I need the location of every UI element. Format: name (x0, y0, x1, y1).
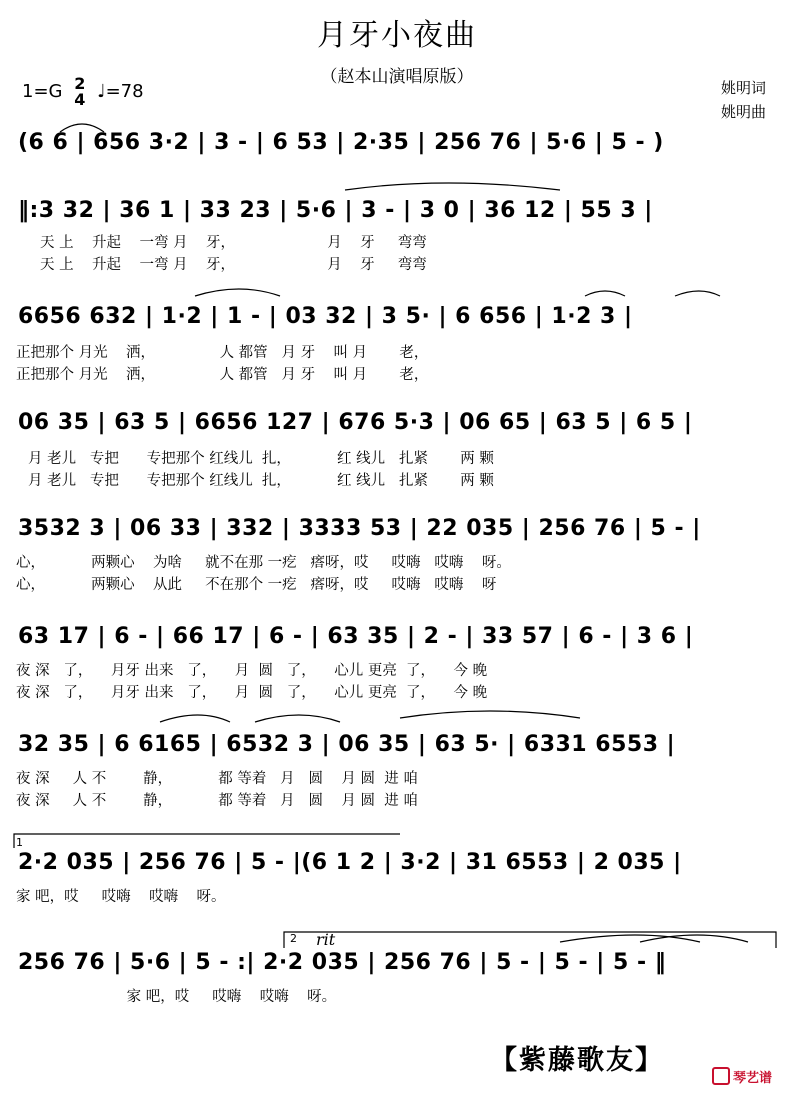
time-signature-bottom: 4 (74, 90, 86, 109)
time-signature-top: 2 (74, 74, 86, 93)
notation-line-8: 2·2 035 | 256 76 | 5 - |(6 1 2 | 3·2 | 31 6553 | 2 035 | (18, 850, 682, 875)
lyrics-line-5a: 心， 两颗心 为啥 就不在那 一疙 瘩呀，哎 哎嗨 哎嗨 呀。 (16, 555, 511, 571)
lyricist: 姚明词 (720, 79, 766, 97)
lyrics-line-6a: 夜 深 了， 月牙 出来 了， 月 圆 了， 心儿 更亮 了， 今 晚 (16, 663, 488, 679)
logo-icon (712, 1067, 730, 1085)
notation-line-1: (6 6 | 656 3·2 | 3 - | 6 53 | 2·35 | 256 76 | 5·6 | 5 - ) (18, 130, 664, 155)
slur-arc (345, 183, 560, 190)
ending-1-label: 1 (16, 836, 23, 849)
rit-marking: rit (316, 930, 336, 949)
lyrics-line-5b: 心， 两颗心 从此 不在那个 一疙 瘩呀，哎 哎嗨 哎嗨 呀 (16, 577, 497, 593)
ending-bracket-1 (14, 834, 400, 848)
site-logo (712, 1067, 772, 1086)
lyrics-line-8a: 家 吧，哎 哎嗨 哎嗨 呀。 (16, 889, 226, 905)
slur-arc (60, 124, 104, 132)
slur-arc (400, 711, 580, 718)
ending-bracket-2 (284, 932, 776, 948)
notation-line-2: ‖:3 32 | 36 1 | 33 23 | 5·6 | 3 - | 3 0 | 36 12 | 55 3 | (18, 198, 653, 223)
song-subtitle: （赵本山演唱原版） (320, 67, 474, 87)
notation-line-5: 3532 3 | 06 33 | 332 | 3333 53 | 22 035 | 256 76 | 5 - | (18, 516, 701, 541)
notation-line-7: 32 35 | 6 6165 | 6532 3 | 06 35 | 63 5· | 6331 6553 | (18, 732, 676, 757)
brand-label: 【紫藤歌友】 (490, 1045, 664, 1076)
logo-text: 琴艺谱 (733, 1071, 773, 1086)
lyrics-line-3b: 正把那个 月光 洒， 人 都管 月 牙 叫 月 老， (16, 367, 429, 383)
notation-line-6: 63 17 | 6 - | 66 17 | 6 - | 63 35 | 2 - | 33 57 | 6 - | 3 6 | (18, 624, 694, 649)
lyrics-line-7b: 夜 深 人 不 静， 都 等着 月 圆 月 圆 进 咱 (16, 793, 418, 809)
lyrics-line-3a: 正把那个 月光 洒， 人 都管 月 牙 叫 月 老， (16, 345, 429, 361)
lyrics-line-4b: 月 老儿 专把 专把那个 红线儿 扎， 红 线儿 扎紧 两 颗 (28, 473, 494, 489)
slur-arc (195, 289, 280, 296)
lyrics-line-9a: 家 吧，哎 哎嗨 哎嗨 呀。 (16, 989, 337, 1005)
lyrics-line-4a: 月 老儿 专把 专把那个 红线儿 扎， 红 线儿 扎紧 两 颗 (28, 451, 494, 467)
lyrics-line-6b: 夜 深 了， 月牙 出来 了， 月 圆 了， 心儿 更亮 了， 今 晚 (16, 685, 488, 701)
song-title: 月牙小夜曲 (317, 18, 477, 53)
notation-line-4: 06 35 | 63 5 | 6656 127 | 676 5·3 | 06 65 | 63 5 | 6 5 | (18, 410, 693, 435)
slur-arc (585, 291, 625, 296)
notation-line-3: 6656 632 | 1·2 | 1 - | 03 32 | 3 5· | 6 656 | 1·2 3 | (18, 304, 633, 329)
ending-2-label: 2 (290, 932, 297, 945)
lyrics-line-2a: 天 上 升起 一弯 月 牙， 月 牙 弯弯 (40, 235, 427, 251)
key-signature: 1=G (22, 81, 63, 102)
lyrics-line-2b: 天 上 升起 一弯 月 牙， 月 牙 弯弯 (40, 257, 427, 273)
notation-line-9: 256 76 | 5·6 | 5 - :| 2·2 035 | 256 76 | 5 - | 5 - | 5 - ‖ (18, 950, 667, 975)
slur-arc (255, 715, 340, 722)
slur-arc (160, 715, 230, 722)
slur-arc (675, 291, 720, 296)
lyrics-line-7a: 夜 深 人 不 静， 都 等着 月 圆 月 圆 进 咱 (16, 771, 418, 787)
composer: 姚明曲 (720, 103, 766, 121)
tempo-marking: ♩=78 (97, 81, 144, 102)
